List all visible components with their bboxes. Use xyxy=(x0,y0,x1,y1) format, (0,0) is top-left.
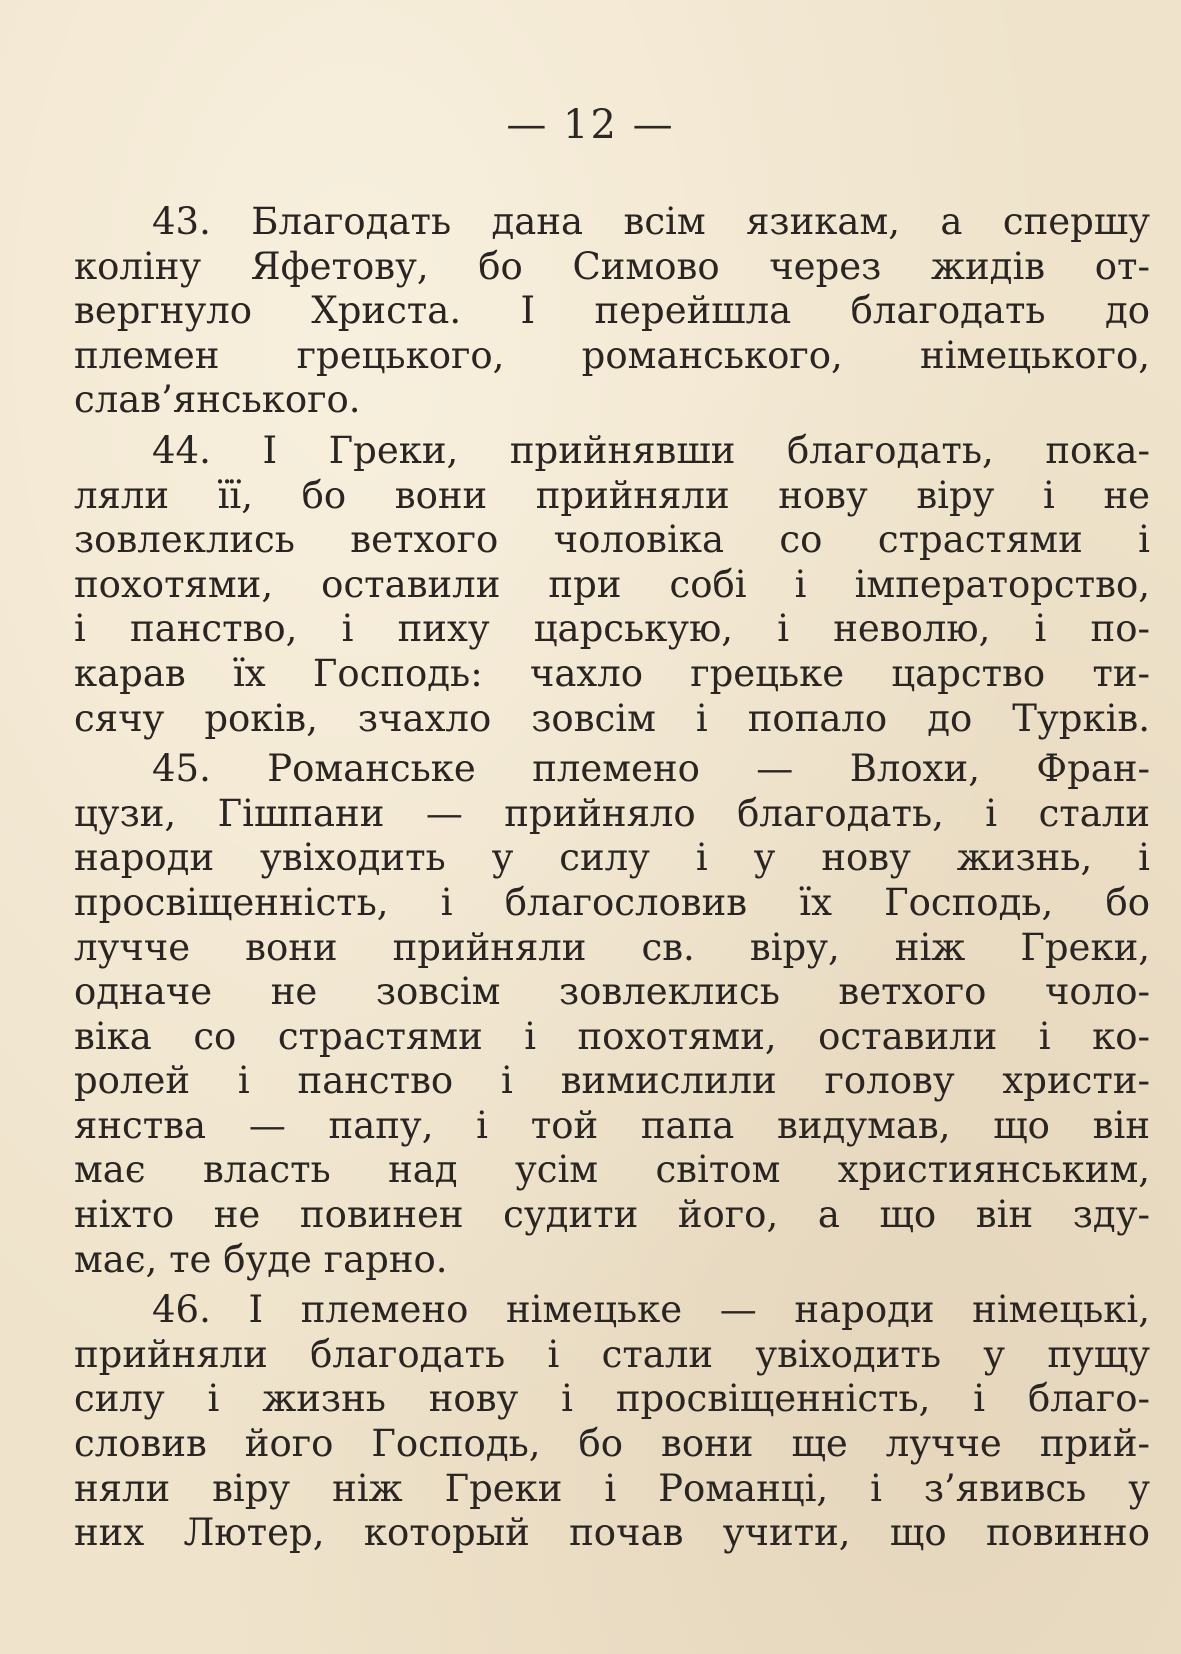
text-line: няли віру ніж Греки і Романці, і з’явивсь у xyxy=(74,1466,1150,1510)
paragraph-44 xyxy=(74,429,1150,741)
text-line: зовлеклись ветхого чоловіка со страстями і xyxy=(74,518,1150,562)
body-text xyxy=(74,200,1150,1562)
text-line: просвіщенність, і благословив їх Господь, бо xyxy=(74,880,1150,924)
text-line: народи увіходить у силу і у нову жизнь, і xyxy=(74,836,1150,880)
text-line: вергнуло Христа. І перейшла благодать до xyxy=(74,289,1150,333)
text-line: карав їх Господь: чахло грецьке царство ти- xyxy=(74,651,1150,695)
text-line: 44. І Греки, прийнявши благодать, пока- xyxy=(152,428,1150,472)
paragraph-45 xyxy=(74,747,1150,1282)
text-line: лучче вони прийняли св. віру, ніж Греки, xyxy=(74,925,1150,969)
text-line: 45. Романське племено — Влохи, Фран- xyxy=(152,747,1150,791)
text-line: має власть над усім світом християнським, xyxy=(74,1148,1150,1192)
text-line: цузи, Гішпани — прийняло благодать, і стали xyxy=(74,791,1150,835)
text-line: прийняли благодать і стали увіходить у пущу xyxy=(74,1332,1150,1376)
text-line: словив його Господь, бо вони ще лучче прий- xyxy=(74,1422,1150,1466)
text-line: 43. Благодать дана всім язикам, а спершу xyxy=(152,200,1150,243)
text-line: коліну Яфетову, бо Симово через жидів от- xyxy=(74,244,1150,288)
text-line: віка со страстями і похотями, оставили і ко- xyxy=(74,1014,1150,1058)
text-line: сячу років, зчахло зовсім і попало до Турків. xyxy=(74,696,1150,740)
text-line: них Лютер, который почав учити, що повинно xyxy=(74,1511,1150,1555)
text-line: племен грецького, романського, німецького, xyxy=(74,333,1150,377)
text-line: силу і жизнь нову і просвіщенність, і благо- xyxy=(74,1377,1150,1421)
text-line: має, те буде гарно. xyxy=(74,1237,448,1281)
text-line: ролей і панство і вимислили голову христи- xyxy=(74,1059,1150,1103)
text-line: янства — папу, і той папа видумав, що він xyxy=(74,1103,1150,1147)
page-number: — 12 — xyxy=(506,102,675,148)
text-line: ніхто не повинен судити його, а що він зду- xyxy=(74,1193,1150,1237)
paragraph-43 xyxy=(74,200,1150,423)
paragraph-46 xyxy=(74,1288,1150,1556)
text-line: і панство, і пиху царськую, і неволю, і по- xyxy=(74,607,1150,651)
text-line: одначе не зовсім зовлеклись ветхого чоло- xyxy=(74,970,1150,1014)
text-line: слав’янського. xyxy=(74,378,361,422)
text-line: 46. І племено німецьке — народи німецькі, xyxy=(152,1288,1150,1332)
text-line: ляли її, бо вони прийняли нову віру і не xyxy=(74,473,1150,517)
text-line: похотями, оставили при собі і імператорство, xyxy=(74,562,1150,606)
